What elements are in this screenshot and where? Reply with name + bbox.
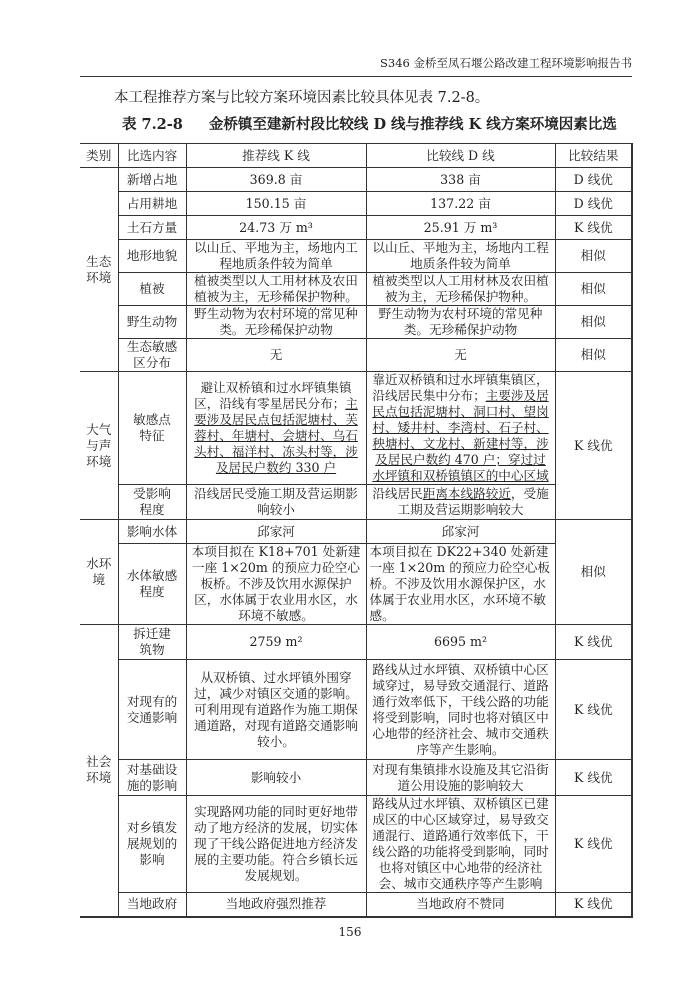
table-number: 表 7.2-8 xyxy=(122,116,183,133)
result-cell: D 线优 xyxy=(555,168,632,192)
result-cell: 相似 xyxy=(555,240,632,273)
table-caption xyxy=(122,113,617,134)
item-cell: 敏感点特征 xyxy=(118,372,186,485)
result-cell: K 线优 xyxy=(555,796,632,893)
item-cell: 水体敏感程度 xyxy=(118,544,186,625)
table-row xyxy=(80,339,632,372)
item-cell: 受影响程度 xyxy=(118,485,186,520)
col-header: 推荐线 K 线 xyxy=(186,144,366,168)
d-cell: 338 亩 xyxy=(366,168,555,192)
d-cell: 137.22 亩 xyxy=(366,192,555,216)
item-cell: 对基础设施的影响 xyxy=(118,760,186,796)
item-cell: 占用耕地 xyxy=(118,192,186,216)
item-cell: 植被 xyxy=(118,273,186,306)
k-cell: 24.73 万 m³ xyxy=(186,216,366,240)
result-cell: 相似 xyxy=(555,306,632,339)
d-text-underlined: 主要涉及居民点包括泥塘村、洞口村、望岗村、矮井村、李湾村、石子村、秧塘村、文龙村、新建村等，涉及居民户数约 470 户；穿过过水坪镇和双桥镇镇区的中心区域 xyxy=(372,388,549,483)
item-cell: 地形地貌 xyxy=(118,240,186,273)
table-row xyxy=(80,625,632,660)
item-cell: 影响水体 xyxy=(118,520,186,544)
table-row xyxy=(80,660,632,760)
running-header: S346 金桥至凤石堰公路改建工程环境影响报告书 xyxy=(80,52,632,77)
result-cell: 相似 xyxy=(555,273,632,306)
k-cell: 野生动物为农村环境的常见种类。无珍稀保护动物 xyxy=(186,306,366,339)
k-cell: 沿线居民受施工期及营运期影响较小 xyxy=(186,485,366,520)
k-cell: 影响较小 xyxy=(186,760,366,796)
d-text: 沿线居民 xyxy=(372,486,423,501)
d-cell: 野生动物为农村环境的常见种类。无珍稀保护动物 xyxy=(366,306,555,339)
item-cell: 生态敏感区分布 xyxy=(118,339,186,372)
category-cell: 社会环境 xyxy=(80,625,118,917)
comparison-table xyxy=(80,143,633,918)
category-cell: 水环境 xyxy=(80,520,118,625)
table-row xyxy=(80,216,632,240)
d-cell xyxy=(366,372,555,485)
k-cell: 2759 m² xyxy=(186,625,366,660)
d-text: 靠近双桥镇和过水坪镇集镇区，沿线居民集中分布； xyxy=(372,372,549,403)
d-cell: 6695 m² xyxy=(366,625,555,660)
table-row xyxy=(80,168,632,192)
result-cell: D 线优 xyxy=(555,192,632,216)
k-text: 避让双桥镇和过水坪镇集镇区，沿线有零星居民分布； xyxy=(194,380,352,411)
result-cell: 相似 xyxy=(555,339,632,372)
category-cell: 生态环境 xyxy=(80,168,118,372)
table-row xyxy=(80,760,632,796)
d-cell: 25.91 万 m³ xyxy=(366,216,555,240)
item-cell: 土石方量 xyxy=(118,216,186,240)
result-cell: K 线优 xyxy=(555,372,632,520)
k-cell: 150.15 亩 xyxy=(186,192,366,216)
k-cell: 植被类型以人工用材林及农田植被为主，无珍稀保护物种。 xyxy=(186,273,366,306)
table-row xyxy=(80,372,632,485)
col-header: 比选内容 xyxy=(118,144,186,168)
d-cell: 无 xyxy=(366,339,555,372)
item-cell: 野生动物 xyxy=(118,306,186,339)
d-cell xyxy=(366,485,555,520)
d-cell: 以山丘、平地为主，场地内工程地质条件较为简单 xyxy=(366,240,555,273)
item-cell: 新增占地 xyxy=(118,168,186,192)
k-cell: 当地政府强烈推荐 xyxy=(186,893,366,917)
k-cell: 从双桥镇、过水坪镇外围穿过，减少对镇区交通的影响。可利用现有道路作为施工期保通道路，对现有道路交通影响较小。 xyxy=(186,660,366,760)
d-cell: 邱家河 xyxy=(366,520,555,544)
d-cell: 路线从过水坪镇、双桥镇中心区域穿过，易导致交通混行、道路通行效率低下，干线公路的功能将受到影响，同时也将对镇区中心地带的经济社会、城市交通秩序等产生影响。 xyxy=(366,660,555,760)
d-cell: 对现有集镇排水设施及其它沿街道公用设施的影响较大 xyxy=(366,760,555,796)
result-cell: 相似 xyxy=(555,520,632,625)
table-row xyxy=(80,796,632,893)
k-cell: 以山丘、平地为主，场地内工程地质条件较为简单 xyxy=(186,240,366,273)
result-cell: K 线优 xyxy=(555,660,632,760)
table-header-row xyxy=(80,144,632,168)
col-header: 比较线 D 线 xyxy=(366,144,555,168)
intro-paragraph: 本工程推荐方案与比较方案环境因素比较具体见表 7.2-8。 xyxy=(114,90,490,106)
d-cell: 本项目拟在 DK22+340 处新建一座 1×20m 的预应力砼空心板桥。不涉及饮用水源保护区，水体属于农业用水区，水环境不敏感。 xyxy=(366,544,555,625)
k-cell: 369.8 亩 xyxy=(186,168,366,192)
category-cell: 大气与声环境 xyxy=(80,372,118,520)
table-row xyxy=(80,273,632,306)
result-cell: K 线优 xyxy=(555,893,632,917)
table-title: 金桥镇至建新村段比较线 D 线与推荐线 K 线方案环境因素比选 xyxy=(208,116,617,133)
page-number: 156 xyxy=(338,925,362,939)
result-cell: K 线优 xyxy=(555,625,632,660)
table-row xyxy=(80,192,632,216)
d-cell: 当地政府不赞同 xyxy=(366,893,555,917)
col-header: 类别 xyxy=(80,144,118,168)
item-cell: 拆迁建筑物 xyxy=(118,625,186,660)
k-cell: 实现路网功能的同时更好地带动了地方经济的发展，切实体现了干线公路促进地方经济发展的主要功能。符合乡镇长远发展规划。 xyxy=(186,796,366,893)
k-cell: 无 xyxy=(186,339,366,372)
k-cell: 邱家河 xyxy=(186,520,366,544)
item-cell: 对乡镇发展规划的影响 xyxy=(118,796,186,893)
d-cell: 路线从过水坪镇、双桥镇区已建成区的中心区域穿过，易导致交通混行、道路通行效率低下，干线公路的功能将受到影响，同时也将对镇区中心地带的经济社会、城市交通秩序等产生影响 xyxy=(366,796,555,893)
item-cell: 当地政府 xyxy=(118,893,186,917)
result-cell: K 线优 xyxy=(555,760,632,796)
k-cell xyxy=(186,372,366,485)
table-row xyxy=(80,520,632,544)
d-cell: 植被类型以人工用材林及农田植被为主，无珍稀保护物种。 xyxy=(366,273,555,306)
item-cell: 对现有的交通影响 xyxy=(118,660,186,760)
col-header: 比较结果 xyxy=(555,144,632,168)
table-row xyxy=(80,544,632,625)
k-text-underlined: 主要涉及居民点包括泥塘村、芙蓉村、年塘村、会塘村、乌石头村、福洋村、冻头村等，涉及居民户数约 330 户 xyxy=(194,396,358,475)
d-text: ，受施工期及营运期影响较大 xyxy=(397,486,549,517)
table-row xyxy=(80,240,632,273)
d-text-underlined: 距离本线路较近 xyxy=(422,486,511,501)
k-cell: 本项目拟在 K18+701 处新建一座 1×20m 的预应力砼空心板桥。不涉及饮用水源保护区，水体属于农业用水区，水环境不敏感。 xyxy=(186,544,366,625)
table-row xyxy=(80,485,632,520)
table-row xyxy=(80,893,632,917)
result-cell: K 线优 xyxy=(555,216,632,240)
table-row xyxy=(80,306,632,339)
